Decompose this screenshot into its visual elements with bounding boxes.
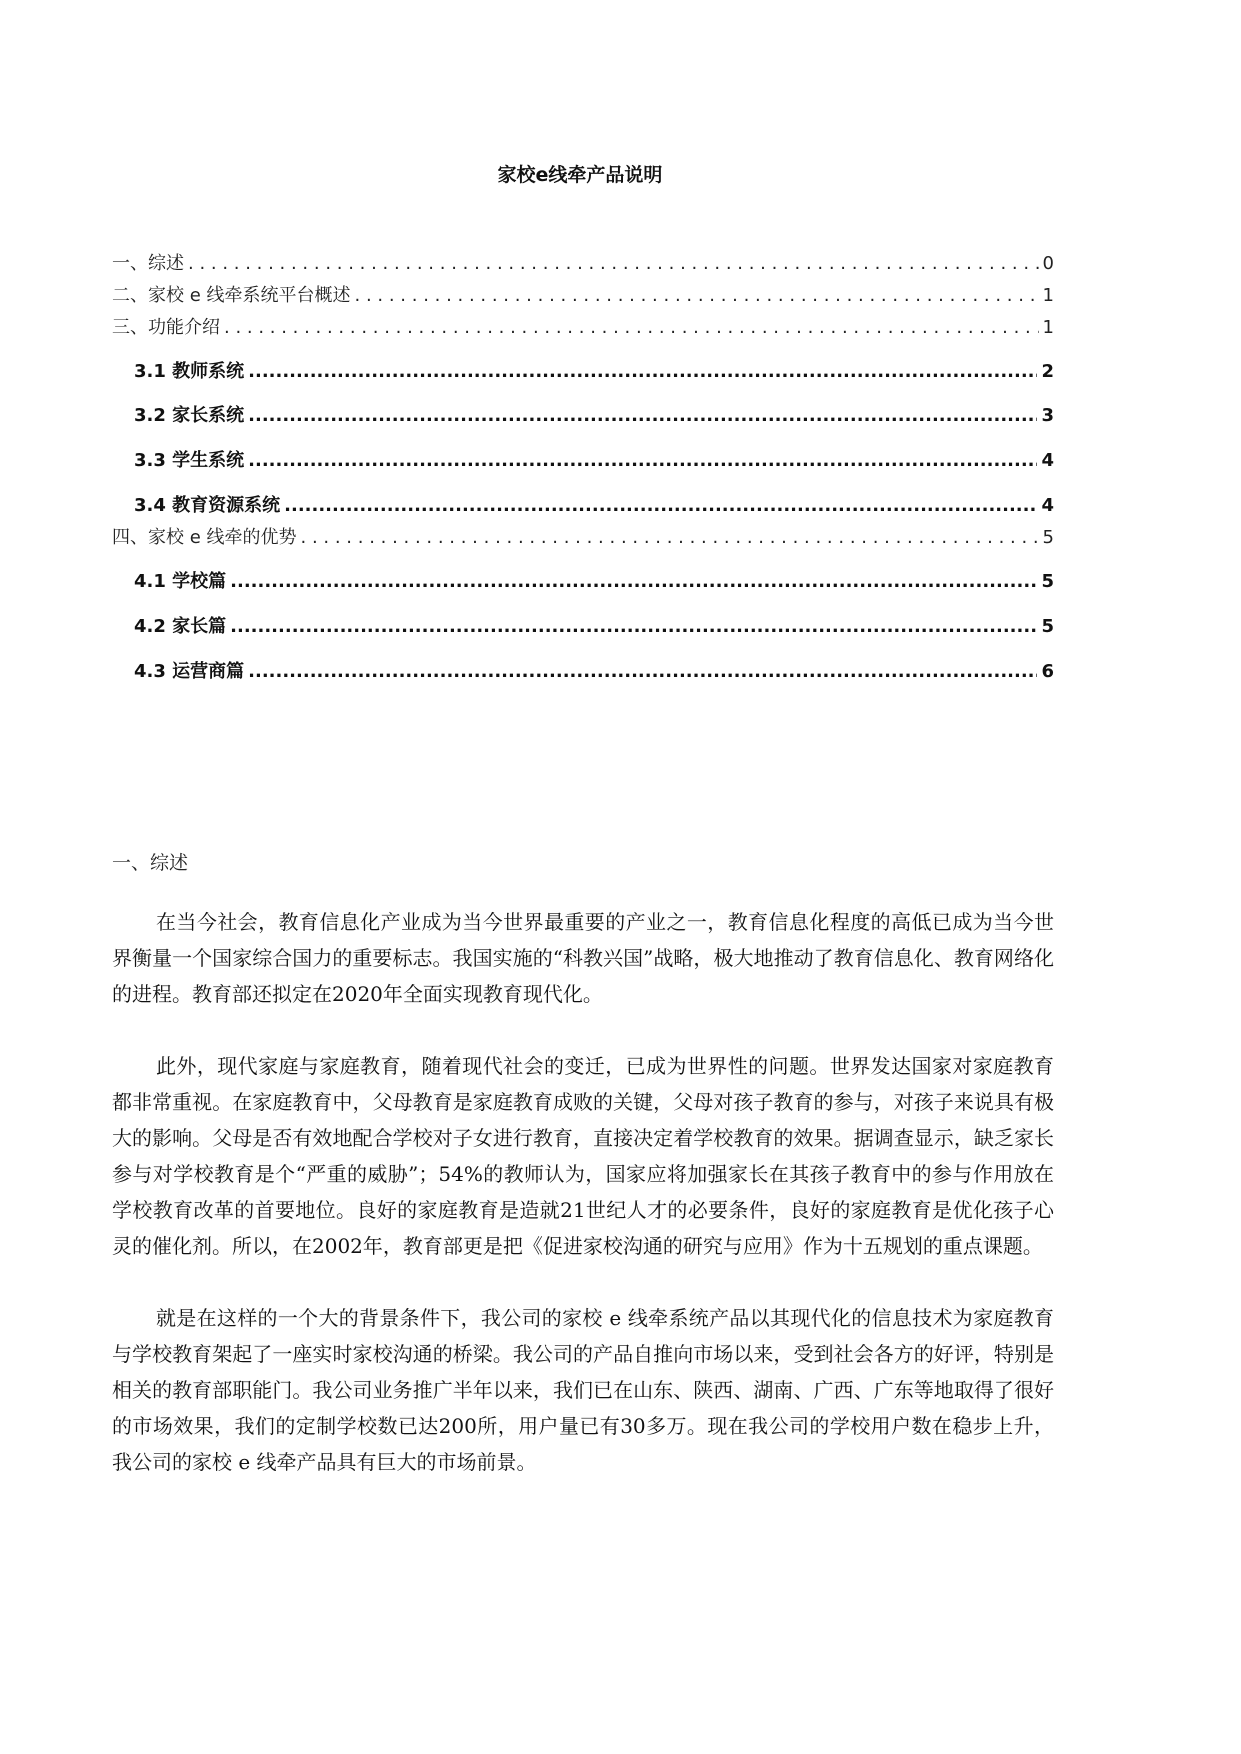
toc-entry-page: 5 [1041, 616, 1054, 637]
toc-leader-dots [284, 495, 1037, 516]
toc-entry[interactable] [112, 567, 1054, 593]
toc-entry-label: 4.2 家长篇 [134, 616, 227, 637]
toc-leader-dots [224, 317, 1039, 338]
toc-entry-page: 5 [1041, 571, 1054, 592]
toc-leader-dots [355, 285, 1039, 306]
toc-leader-dots [248, 450, 1037, 471]
body-paragraph: 此外，现代家庭与家庭教育，随着现代社会的变迁，已成为世界性的问题。世界发达国家对家庭教育都非常重视。在家庭教育中，父母教育是家庭教育成败的关键，父母对孩子教育的参与，对孩子来说具有极大的影响。父母是否有效地配合学校对子女进行教育，直接决定着学校教育的效果。据调查显示，缺乏家长参与对学校教育是个“严重的威胁”；54%的教师认为，国家应将加强家长在其孩子教育中的参与作用放在学校教育改革的首要地位。良好的家庭教育是造就21世纪人才的必要条件，良好的家庭教育是优化孩子心灵的催化剂。所以，在2002年，教育部更是把《促进家校沟通的研究与应用》作为十五规划的重点课题。 [112, 1054, 1054, 1258]
toc-entry[interactable] [112, 401, 1054, 427]
body-paragraph: 在当今社会，教育信息化产业成为当今世界最重要的产业之一，教育信息化程度的高低已成为当今世界衡量一个国家综合国力的重要标志。我国实施的“科教兴国”战略，极大地推动了教育信息化、教育网络化的进程。教育部还拟定在2020年全面实现教育现代化。 [112, 910, 1054, 1006]
toc-entry-page: 2 [1041, 361, 1054, 382]
toc-leader-dots [248, 661, 1037, 682]
toc-entry[interactable] [112, 657, 1054, 683]
toc-leader-dots [188, 253, 1039, 274]
toc-entry-page: 0 [1042, 253, 1054, 274]
toc-entry-page: 3 [1041, 405, 1054, 426]
document-title: 家校e线牵产品说明 [497, 164, 663, 186]
toc-entry-label: 二、家校 e 线牵系统平台概述 [112, 285, 351, 306]
toc-leader-dots [230, 616, 1037, 637]
toc-entry-page: 1 [1042, 285, 1054, 306]
toc-entry-label: 四、家校 e 线牵的优势 [112, 527, 297, 548]
toc-entry[interactable] [112, 612, 1054, 638]
toc-entry-page: 1 [1042, 317, 1054, 338]
toc-leader-dots [301, 527, 1039, 548]
toc-entry[interactable] [112, 249, 1054, 275]
toc-entry[interactable] [112, 281, 1054, 307]
toc-entry[interactable] [112, 313, 1054, 339]
body-paragraph: 就是在这样的一个大的背景条件下，我公司的家校 e 线牵系统产品以其现代化的信息技术为家庭教育与学校教育架起了一座实时家校沟通的桥梁。我公司的产品自推向市场以来，受到社会各方的好评，特别是相关的教育部职能门。我公司业务推广半年以来，我们已在山东、陕西、湖南、广西、广东等地取得了很好的市场效果，我们的定制学校数已达200所，用户量已有30多万。现在我公司的学校用户数在稳步上升，我公司的家校 e 线牵产品具有巨大的市场前景。 [112, 1306, 1054, 1474]
toc-entry-label: 三、功能介绍 [112, 317, 220, 338]
toc-entry-label: 4.3 运营商篇 [134, 661, 245, 682]
toc-entry-label: 一、综述 [112, 253, 184, 274]
toc-entry-label: 4.1 学校篇 [134, 571, 227, 592]
toc-entry-page: 6 [1041, 661, 1054, 682]
toc-entry[interactable] [112, 523, 1054, 549]
toc-leader-dots [248, 361, 1037, 382]
toc-entry-label: 3.4 教育资源系统 [134, 495, 281, 516]
section-heading: 一、综述 [112, 852, 189, 874]
toc-entry[interactable] [112, 446, 1054, 472]
toc-entry-page: 4 [1041, 450, 1054, 471]
toc-entry-label: 3.2 家长系统 [134, 405, 245, 426]
toc-entry-page: 4 [1041, 495, 1054, 516]
toc-entry[interactable] [112, 357, 1054, 383]
toc-entry-label: 3.1 教师系统 [134, 361, 245, 382]
toc-entry[interactable] [112, 491, 1054, 517]
toc-leader-dots [248, 405, 1037, 426]
toc-entry-label: 3.3 学生系统 [134, 450, 245, 471]
toc-entry-page: 5 [1042, 527, 1054, 548]
toc-leader-dots [230, 571, 1037, 592]
